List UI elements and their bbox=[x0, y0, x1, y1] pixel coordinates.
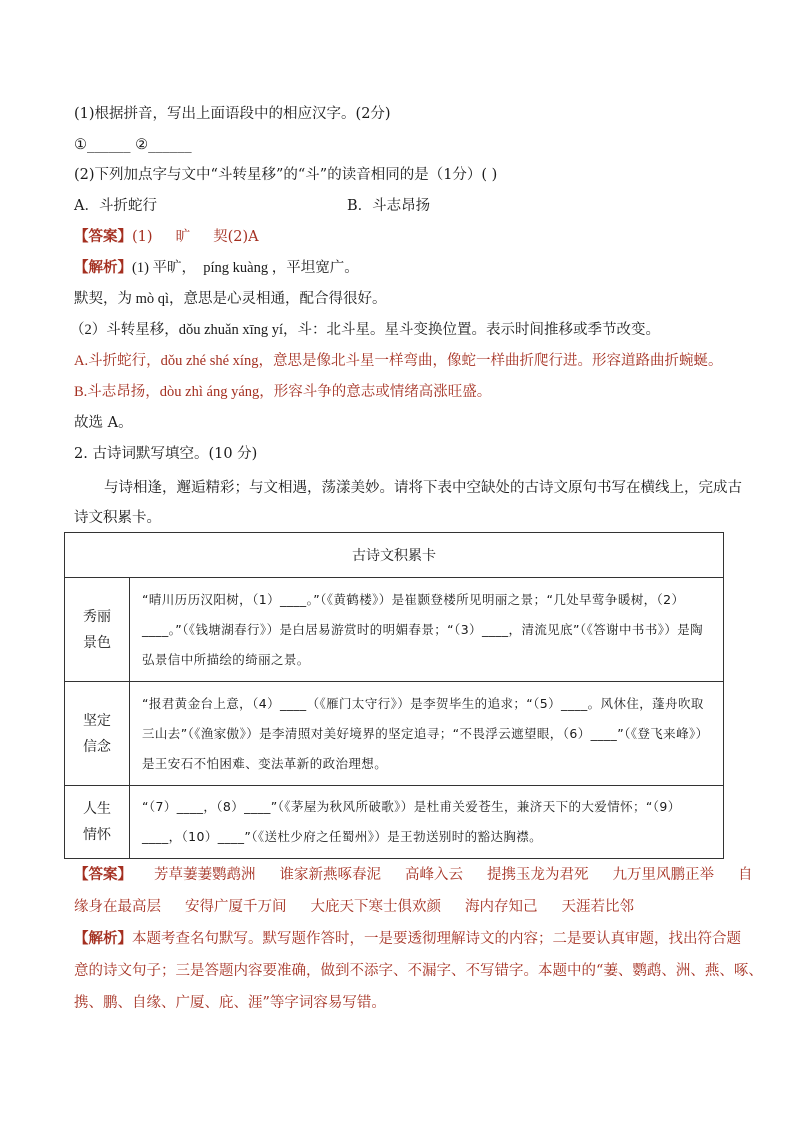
analysis-tag: 【解析】 bbox=[74, 930, 132, 947]
option-b: B．斗志昂扬 bbox=[347, 198, 431, 214]
question-2-intro-2: 诗文积累卡。 bbox=[74, 510, 161, 526]
answer-item: 谁家新燕啄春泥 bbox=[279, 867, 381, 883]
answer-item: 安得广厦千万间 bbox=[185, 899, 287, 915]
answer-item: 天涯若比邻 bbox=[561, 899, 634, 915]
analysis-1-line4: A.斗折蛇行，dǒu zhé shé xíng，意思是像北斗星一样弯曲，像蛇一样曲折爬行进。形容道路曲折蜿蜒。 bbox=[74, 353, 723, 369]
answer-item: 海内存知己 bbox=[465, 899, 538, 915]
row-head-line: 坚定 bbox=[83, 712, 111, 729]
answer-text: (1) 旷 契(2)A bbox=[132, 229, 259, 245]
analysis-1-line1 bbox=[74, 258, 359, 278]
analysis-tag: 【解析】 bbox=[74, 259, 132, 276]
analysis-text: (1) 平旷， píng kuàng ，平坦宽广。 bbox=[132, 260, 359, 276]
answer-item: 自 bbox=[738, 867, 753, 883]
row-head-scenery bbox=[65, 578, 130, 682]
row-body-belief: “报君黄金台上意，（4）____（《雁门太守行》）是李贺毕生的追求；“（5）____。风休住，蓬舟吹取三山去”（《渔家傲》）是李清照对美好境界的坚定追寻；“不畏浮云遮望眼，（6）____”（《登飞来峰》）是王安石不怕困难、变法革新的政治理想。 bbox=[130, 682, 724, 786]
row-body-life: “（7）____，（8）____”（《茅屋为秋风所破歌》）是杜甫关爱苍生，兼济天下的大爱情怀；“（9）____，（10）____”（《送杜少府之任蜀州》）是王勃送别时的豁达胸襟。 bbox=[130, 786, 724, 859]
row-head-line: 情怀 bbox=[83, 827, 111, 843]
analysis-text: 本题考查名句默写。默写题作答时，一是要透彻理解诗文的内容；二是要认真审题，找出符合题 bbox=[132, 931, 741, 947]
answer-item: 缘身在最高层 bbox=[74, 899, 161, 915]
option-a: A．斗折蛇行 bbox=[74, 198, 157, 214]
question-1-sub1: (1)根据拼音，写出上面语段中的相应汉字。(2分) bbox=[74, 106, 391, 122]
analysis-2-line3: 携、鹏、自缘、广厦、庇、涯”等字词容易写错。 bbox=[74, 995, 386, 1011]
question-1-blanks: ①______ ②______ bbox=[74, 137, 192, 153]
row-body-scenery: “晴川历历汉阳树，（1）____。”（《黄鹤楼》）是崔颢登楼所见明丽之景；“几处早莺争暖树，（2）____。”（《钱塘湖春行》）是白居易游赏时的明媚春景；“（3）____，清流见底”（《答谢中书书》）是陶弘景信中所描绘的绮丽之景。 bbox=[130, 578, 724, 682]
card-title: 古诗文积累卡 bbox=[65, 533, 724, 578]
question-2-heading: 2. 古诗词默写填空。(10 分) bbox=[74, 446, 258, 462]
answer-item: 九万里风鹏正举 bbox=[612, 867, 714, 883]
analysis-1-line6: 故选 A。 bbox=[74, 415, 133, 431]
row-head-belief bbox=[65, 682, 130, 786]
analysis-1-line5: B.斗志昂扬，dòu zhì áng yáng，形容斗争的意志或情绪高涨旺盛。 bbox=[74, 384, 492, 400]
answer-item: 大庇天下寒士俱欢颜 bbox=[310, 899, 441, 915]
row-head-life bbox=[65, 786, 130, 859]
answer-tag: 【答案】 bbox=[74, 228, 132, 245]
analysis-2-line1 bbox=[74, 929, 741, 949]
question-1-sub2: (2)下列加点字与文中“斗转星移”的“斗”的读音相同的是（1分）( ) bbox=[74, 167, 498, 183]
row-head-line: 信念 bbox=[83, 738, 111, 755]
row-head-line: 景色 bbox=[83, 634, 111, 651]
analysis-2-line2: 意的诗文句子；三是答题内容要准确，做到不添字、不漏字、不写错字。本题中的“萋、鹦鹉、洲、燕、啄、 bbox=[74, 963, 763, 979]
answer-2-line2 bbox=[74, 897, 658, 917]
question-2-intro-1: 与诗相逢，邂逅精彩；与文相遇，荡漾美妙。请将下表中空缺处的古诗文原句书写在横线上，完成古 bbox=[104, 480, 742, 496]
row-head-line: 秀丽 bbox=[83, 608, 111, 625]
row-head-line: 人生 bbox=[83, 801, 111, 817]
poetry-card-table bbox=[64, 532, 724, 859]
analysis-1-line3: （2）斗转星移，dǒu zhuǎn xīng yí，斗：北斗星。星斗变换位置。表示时间推移或季节改变。 bbox=[70, 322, 661, 338]
answer-item: 芳草萋萋鹦鹉洲 bbox=[154, 867, 256, 883]
answer-2-line1 bbox=[74, 865, 777, 885]
answer-tag: 【答案】 bbox=[74, 866, 132, 883]
answer-item: 提携玉龙为君死 bbox=[487, 867, 589, 883]
answer-1 bbox=[74, 227, 259, 247]
answer-item: 高峰入云 bbox=[405, 867, 463, 883]
analysis-1-line2: 默契，为 mò qì，意思是心灵相通，配合得很好。 bbox=[74, 291, 387, 307]
